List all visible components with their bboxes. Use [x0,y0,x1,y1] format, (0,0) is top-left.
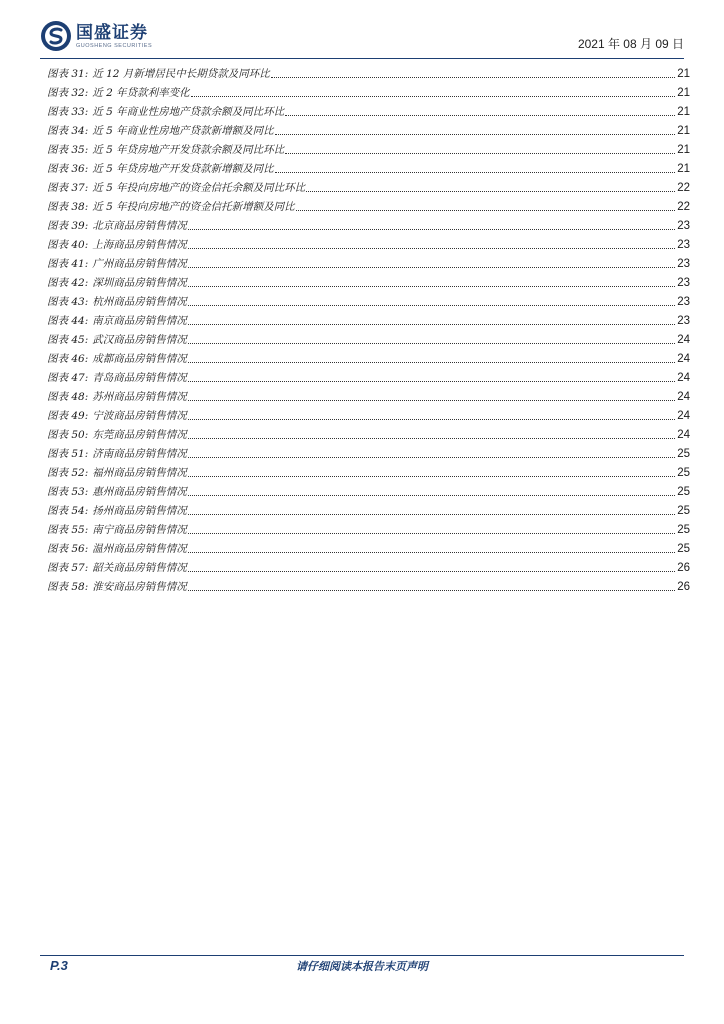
toc-figure-title: 南宁商品房销售情况 [92,524,187,536]
toc-figure-label: 图表 52: [47,467,89,479]
toc-leader-dots [188,266,675,268]
footer-divider [40,955,684,956]
toc-entry[interactable] [47,290,690,309]
toc-leader-dots [188,380,675,382]
toc-entry[interactable] [47,518,690,537]
toc-leader-dots [188,494,675,496]
toc-page-number: 26 [677,581,690,593]
toc-figure-title: 温州商品房销售情况 [92,543,187,555]
toc-figure-title: 宁波商品房销售情况 [92,410,187,422]
toc-figure-title: 广州商品房销售情况 [92,258,187,270]
toc-leader-dots [188,418,675,420]
toc-figure-label: 图表 38: [47,201,89,213]
toc-entry[interactable] [47,195,690,214]
toc-figure-title: 武汉商品房销售情况 [92,334,187,346]
toc-entry[interactable] [47,423,690,442]
toc-page-number: 23 [677,239,690,251]
toc-figure-label: 图表 46: [47,353,89,365]
toc-leader-dots [188,532,675,534]
toc-figure-title: 南京商品房销售情况 [92,315,187,327]
toc-figure-label: 图表 58: [47,581,89,593]
toc-entry[interactable] [47,366,690,385]
toc-page-number: 22 [677,201,690,213]
toc-entry[interactable] [47,556,690,575]
toc-figure-label: 图表 57: [47,562,89,574]
toc-leader-dots [188,342,675,344]
toc-leader-dots [188,304,675,306]
toc-entry[interactable] [47,81,690,100]
disclaimer-note: 请仔细阅读本报告末页声明 [296,960,428,973]
toc-entry[interactable] [47,404,690,423]
toc-leader-dots [188,399,675,401]
toc-figure-title: 近 5 年商业性房地产贷款余额及同比环比 [92,106,285,118]
toc-leader-dots [296,209,675,211]
toc-figure-label: 图表 50: [47,429,89,441]
toc-page-number: 21 [677,163,690,175]
toc-entry[interactable] [47,499,690,518]
toc-leader-dots [188,551,675,553]
toc-figure-title: 近 5 年投向房地产的资金信托新增额及同比 [92,201,295,213]
logo-english-name: GUOSHENG SECURITIES [76,42,153,49]
toc-entry[interactable] [47,347,690,366]
toc-entry[interactable] [47,328,690,347]
toc-leader-dots [188,437,675,439]
toc-figure-label: 图表 44: [47,315,89,327]
guosheng-logo-icon [40,20,72,52]
toc-figure-label: 图表 56: [47,543,89,555]
toc-figure-label: 图表 45: [47,334,89,346]
toc-figure-label: 图表 49: [47,410,89,422]
toc-leader-dots [188,285,675,287]
toc-leader-dots [306,190,675,192]
toc-page-number: 25 [677,505,690,517]
toc-figure-title: 扬州商品房销售情况 [92,505,187,517]
toc-page-number: 25 [677,467,690,479]
report-date: 2021 年 08 月 09 日 [577,37,684,51]
toc-figure-label: 图表 31: [47,68,89,80]
toc-figure-title: 苏州商品房销售情况 [92,391,187,403]
toc-leader-dots [188,570,675,572]
toc-figure-title: 近 2 年贷款利率变化 [92,87,190,99]
toc-page-number: 23 [677,296,690,308]
toc-entry[interactable] [47,575,690,594]
toc-figure-title: 青岛商品房销售情况 [92,372,187,384]
toc-page-number: 26 [677,562,690,574]
toc-entry[interactable] [47,119,690,138]
toc-leader-dots [271,76,675,78]
toc-figure-title: 成都商品房销售情况 [92,353,187,365]
toc-figure-label: 图表 39: [47,220,89,232]
toc-figure-title: 近 12 月新增居民中长期贷款及同环比 [92,68,270,80]
toc-figure-label: 图表 53: [47,486,89,498]
toc-entry[interactable] [47,157,690,176]
toc-page-number: 25 [677,486,690,498]
toc-figure-label: 图表 55: [47,524,89,536]
toc-page-number: 23 [677,220,690,232]
toc-leader-dots [188,361,675,363]
toc-page-number: 24 [677,429,690,441]
toc-entry[interactable] [47,233,690,252]
toc-page-number: 23 [677,315,690,327]
header-divider [40,58,684,59]
company-logo [40,20,152,52]
toc-leader-dots [188,247,675,249]
toc-entry[interactable] [47,138,690,157]
toc-leader-dots [285,114,675,116]
toc-figure-title: 淮安商品房销售情况 [92,581,187,593]
page-header [40,18,684,56]
page-number: P.3 [50,958,68,973]
toc-leader-dots [275,171,675,173]
toc-figure-label: 图表 48: [47,391,89,403]
toc-figure-label: 图表 51: [47,448,89,460]
toc-figure-label: 图表 40: [47,239,89,251]
toc-page-number: 24 [677,410,690,422]
toc-figure-title: 杭州商品房销售情况 [92,296,187,308]
toc-page-number: 24 [677,391,690,403]
toc-leader-dots [188,456,675,458]
toc-figure-label: 图表 47: [47,372,89,384]
toc-figure-title: 近 5 年商业性房地产贷款新增额及同比 [92,125,274,137]
toc-entry[interactable] [47,252,690,271]
toc-page-number: 25 [677,448,690,460]
toc-figure-title: 福州商品房销售情况 [92,467,187,479]
toc-figure-label: 图表 42: [47,277,89,289]
toc-figure-label: 图表 33: [47,106,89,118]
toc-figure-title: 济南商品房销售情况 [92,448,187,460]
toc-leader-dots [188,513,675,515]
toc-figure-label: 图表 54: [47,505,89,517]
toc-entry[interactable] [47,480,690,499]
toc-figure-label: 图表 32: [47,87,89,99]
toc-page-number: 21 [677,68,690,80]
logo-chinese-name: 国盛证券 [76,22,148,43]
toc-figure-title: 深圳商品房销售情况 [92,277,187,289]
toc-page-number: 21 [677,87,690,99]
toc-entry[interactable] [47,537,690,556]
toc-leader-dots [188,228,675,230]
toc-leader-dots [188,589,675,591]
toc-figure-label: 图表 41: [47,258,89,270]
toc-entry[interactable] [47,442,690,461]
toc-leader-dots [188,323,675,325]
toc-entry[interactable] [47,271,690,290]
toc-figure-label: 图表 36: [47,163,89,175]
toc-figure-title: 东莞商品房销售情况 [92,429,187,441]
toc-figure-title: 近 5 年贷房地产开发贷款新增额及同比 [92,163,274,175]
toc-figure-title: 惠州商品房销售情况 [92,486,187,498]
toc-entry[interactable] [47,385,690,404]
toc-figure-title: 韶关商品房销售情况 [92,562,187,574]
toc-page-number: 21 [677,125,690,137]
toc-entry[interactable] [47,214,690,233]
toc-leader-dots [275,133,675,135]
toc-page-number: 24 [677,334,690,346]
toc-page-number: 23 [677,258,690,270]
toc-figure-label: 图表 37: [47,182,89,194]
toc-entry[interactable] [47,100,690,119]
toc-figure-label: 图表 35: [47,144,89,156]
toc-page-number: 21 [677,106,690,118]
toc-page-number: 24 [677,353,690,365]
toc-leader-dots [191,95,675,97]
toc-page-number: 24 [677,372,690,384]
toc-page-number: 21 [677,144,690,156]
toc-entry[interactable] [47,62,690,81]
toc-figure-label: 图表 43: [47,296,89,308]
toc-entry[interactable] [47,461,690,480]
toc-page-number: 22 [677,182,690,194]
toc-figure-title: 近 5 年投向房地产的资金信托余额及同比环比 [92,182,306,194]
toc-entry[interactable] [47,309,690,328]
figure-list [47,62,690,594]
toc-figure-title: 北京商品房销售情况 [92,220,187,232]
toc-leader-dots [285,152,675,154]
toc-figure-label: 图表 34: [47,125,89,137]
toc-leader-dots [188,475,675,477]
toc-page-number: 25 [677,524,690,536]
toc-entry[interactable] [47,176,690,195]
toc-page-number: 23 [677,277,690,289]
toc-figure-title: 近 5 年贷房地产开发贷款余额及同比环比 [92,144,285,156]
toc-page-number: 25 [677,543,690,555]
toc-figure-title: 上海商品房销售情况 [92,239,187,251]
